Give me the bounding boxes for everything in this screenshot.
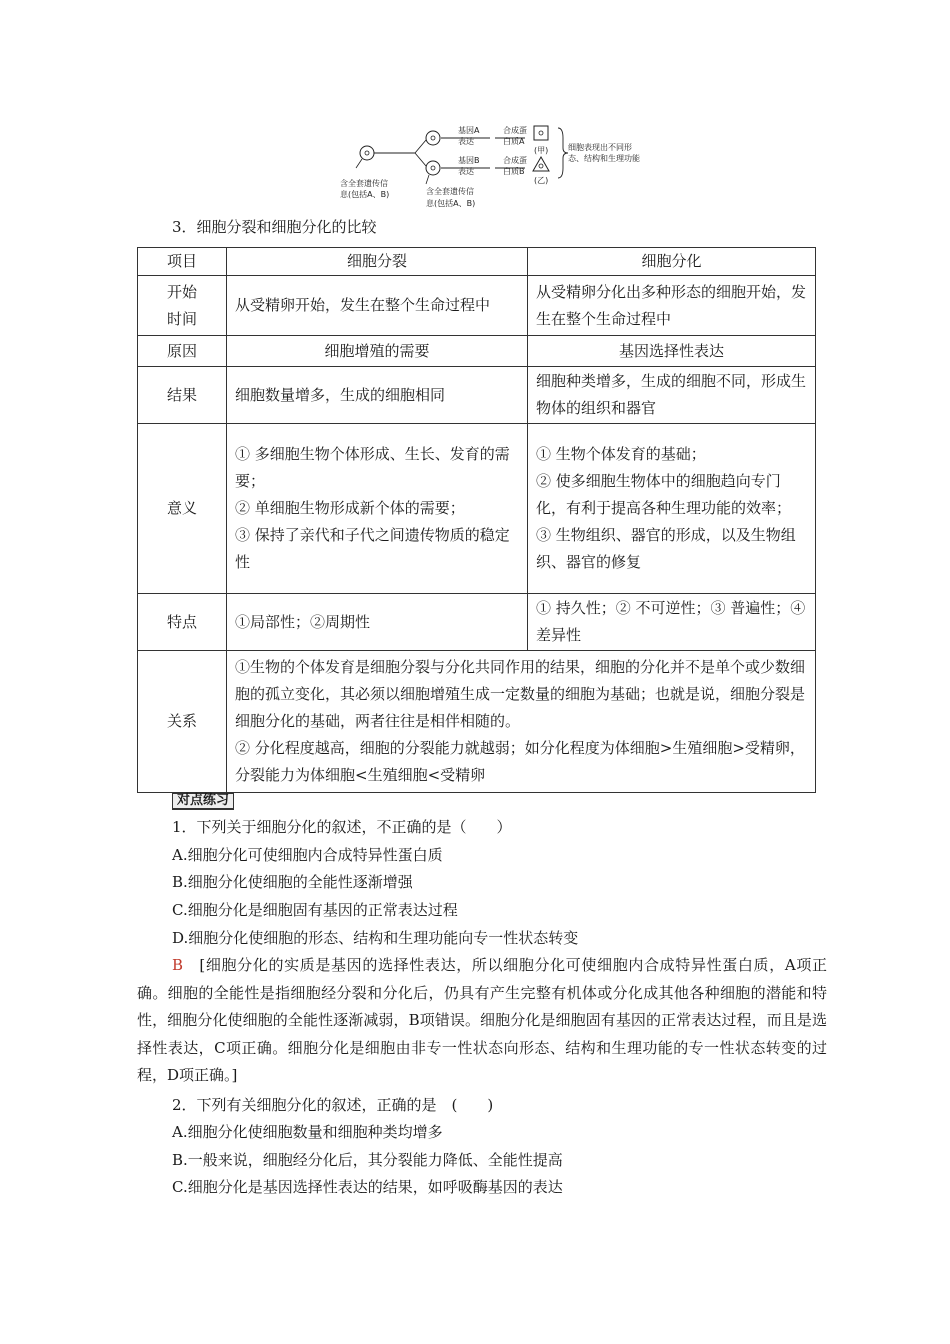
row-label-significance: 意义 bbox=[138, 424, 227, 594]
q1-option-d: D.细胞分化使细胞的形态、结构和生理功能向专一性状态转变 bbox=[172, 929, 579, 947]
svg-text:白质A: 白质A bbox=[503, 137, 525, 146]
row-label-start: 开始 时间 bbox=[138, 276, 227, 336]
daughter-cell-b bbox=[426, 161, 440, 175]
division-start: 从受精卵开始，发生在整个生命过程中 bbox=[227, 276, 528, 336]
row-label-cause: 原因 bbox=[138, 336, 227, 367]
differentiation-result: 细胞种类增多，生成的细胞不同，形成生物体的组织和器官 bbox=[528, 367, 816, 424]
q1-stem: 1．下列关于细胞分化的叙述，不正确的是（ ） bbox=[172, 818, 512, 836]
practice-tag: 对点练习 bbox=[172, 792, 234, 810]
q1-answer: B bbox=[172, 956, 184, 974]
q1-option-b: B.细胞分化使细胞的全能性逐渐增强 bbox=[172, 873, 413, 891]
header-item: 项目 bbox=[138, 248, 227, 276]
gene-b-label: 基因B bbox=[458, 156, 480, 165]
q2-option-c: C.细胞分化是基因选择性表达的结果，如呼吸酶基因的表达 bbox=[172, 1178, 563, 1196]
svg-text:表达: 表达 bbox=[458, 167, 474, 176]
division-features: ①局部性；②周期性 bbox=[227, 594, 528, 651]
cell-jia-square bbox=[534, 126, 548, 140]
differentiation-features: ① 持久性；② 不可逆性；③ 普遍性；④差异性 bbox=[528, 594, 816, 651]
section-title: 3．细胞分裂和细胞分化的比较 bbox=[172, 218, 377, 236]
differentiation-significance: ① 生物个体发育的基础； ② 使多细胞生物体中的细胞趋向专门化，有利于提高各种生理功能的效率； ③ 生物组织、器官的形成，以及生物组织、器官的修复 bbox=[528, 424, 816, 594]
cell-differentiation-diagram bbox=[340, 118, 670, 218]
row-label-result: 结果 bbox=[138, 367, 227, 424]
label-jia: (甲) bbox=[534, 146, 549, 155]
result-label: 细胞表现出不同形 bbox=[568, 143, 632, 152]
svg-text:表达: 表达 bbox=[458, 137, 474, 146]
info-mid-label: 含全套遗传信 bbox=[426, 187, 474, 196]
q1-explanation: B [细胞分化的实质是基因的选择性表达，所以细胞分化可使细胞内合成特异性蛋白质，A项正确。细胞的全能性是指细胞经分裂和分化后，仍具有产生完整有机体或分化成其他各种细胞的潜能和特性，细胞分化使细胞的全能性逐渐减弱，B项错误。细胞分化是细胞固有基因的正常表达过程，而且是选择性表达，C项正确。细胞分化是细胞由非专一性状态向形态、结构和生理功能的专一性状态转变的过程，D项正确。] bbox=[137, 956, 827, 1084]
protein-a-label: 合成蛋 bbox=[503, 126, 527, 135]
svg-text:白质B: 白质B bbox=[503, 167, 525, 176]
relation-cell: ①生物的个体发育是细胞分裂与分化共同作用的结果，细胞的分化并不是单个或少数细胞的孤立变化，其必须以细胞增殖生成一定数量的细胞为基础；也就是说，细胞分裂是细胞分化的基础，两者往往是相伴相随的。 ② 分化程度越高，细胞的分裂能力就越弱；如分化程度为体细胞>生殖细胞>受精卵，分裂能力为体细胞<生殖细胞<受精卵 bbox=[227, 651, 816, 793]
q1-option-c: C.细胞分化是细胞固有基因的正常表达过程 bbox=[172, 901, 458, 919]
row-label-relation: 关系 bbox=[138, 651, 227, 793]
protein-b-label: 合成蛋 bbox=[503, 156, 527, 165]
comparison-table bbox=[137, 247, 816, 793]
label-yi: (乙) bbox=[534, 176, 549, 185]
q2-option-b: B.一般来说，细胞经分化后，其分裂能力降低、全能性提高 bbox=[172, 1151, 563, 1169]
info-left-label: 含全套遗传信 bbox=[340, 179, 388, 188]
differentiation-start: 从受精卵分化出多种形态的细胞开始，发生在整个生命过程中 bbox=[528, 276, 816, 336]
header-differentiation: 细胞分化 bbox=[528, 248, 816, 276]
row-label-features: 特点 bbox=[138, 594, 227, 651]
q2-option-a: A.细胞分化使细胞数量和细胞种类均增多 bbox=[172, 1123, 443, 1141]
svg-text:息(包括A、B): 息(包括A、B) bbox=[426, 199, 476, 208]
daughter-cell-a bbox=[426, 131, 440, 145]
svg-text:息(包括A、B): 息(包括A、B) bbox=[340, 190, 390, 199]
q2-stem: 2．下列有关细胞分化的叙述，正确的是 ( ) bbox=[172, 1096, 494, 1114]
differentiation-cause: 基因选择性表达 bbox=[528, 336, 816, 367]
division-cause: 细胞增殖的需要 bbox=[227, 336, 528, 367]
svg-text:态、结构和生理功能: 态、结构和生理功能 bbox=[568, 154, 640, 163]
division-result: 细胞数量增多，生成的细胞相同 bbox=[227, 367, 528, 424]
zygote-cell bbox=[360, 146, 374, 160]
division-significance: ① 多细胞生物个体形成、生长、发育的需要； ② 单细胞生物形成新个体的需要； ③ 保持了亲代和子代之间遗传物质的稳定性 bbox=[227, 424, 528, 594]
gene-a-label: 基因A bbox=[458, 126, 480, 135]
q1-option-a: A.细胞分化可使细胞内合成特异性蛋白质 bbox=[172, 846, 443, 864]
header-division: 细胞分裂 bbox=[227, 248, 528, 276]
